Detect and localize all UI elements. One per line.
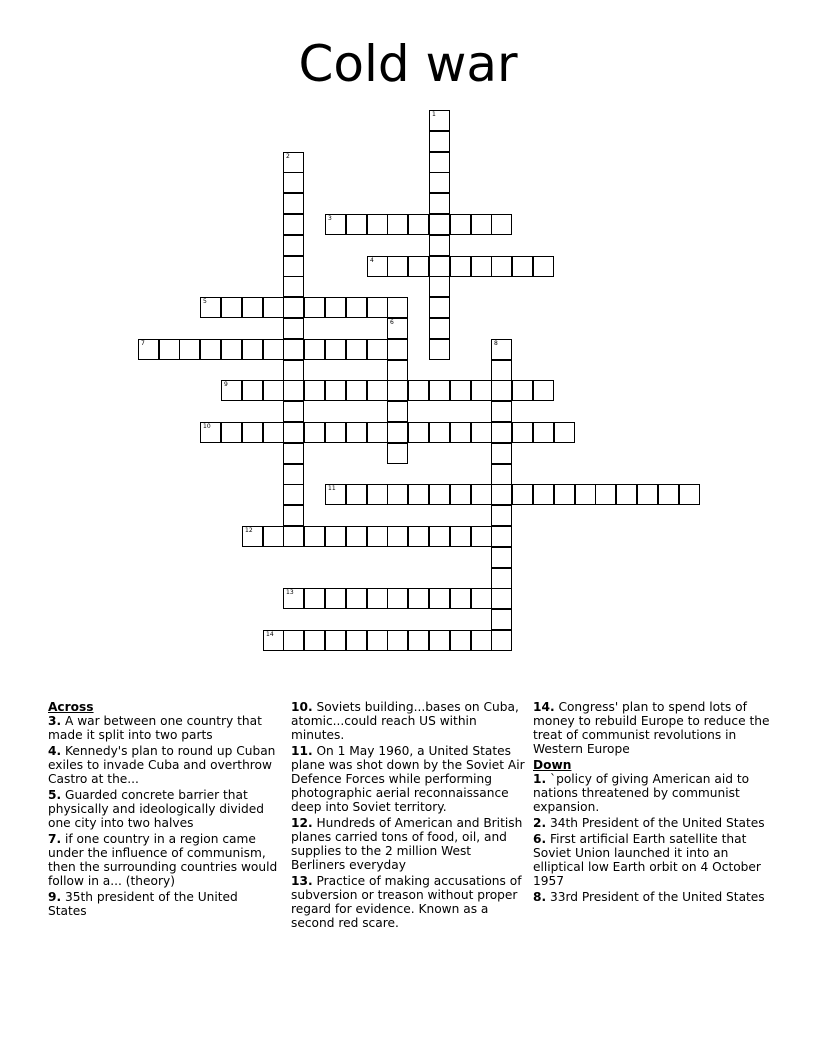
grid-cell[interactable] — [283, 297, 304, 318]
grid-cell[interactable] — [387, 339, 408, 360]
grid-cell[interactable] — [491, 339, 512, 360]
clue — [48, 788, 280, 830]
grid-cell[interactable] — [491, 526, 512, 547]
clue-number-label: 4. — [48, 744, 62, 758]
grid-cell[interactable] — [450, 526, 471, 547]
grid-cell[interactable] — [429, 172, 450, 193]
clue-number: 4 — [370, 257, 374, 264]
grid-cell[interactable] — [554, 484, 575, 505]
grid-cell[interactable] — [263, 297, 284, 318]
grid-cell[interactable] — [138, 339, 159, 360]
clue-text: if one country in a region came under the influence of communism, then the surrounding countries would follow in a... (theory) — [48, 832, 278, 888]
clue-number: 9 — [224, 381, 228, 388]
grid-cell[interactable] — [595, 484, 616, 505]
grid-cell[interactable] — [367, 588, 388, 609]
grid-cell[interactable] — [325, 214, 346, 235]
grid-cell[interactable] — [283, 256, 304, 277]
grid-cell[interactable] — [533, 256, 554, 277]
clue-number: 8 — [494, 340, 498, 347]
grid-cell[interactable] — [159, 339, 180, 360]
grid-cell[interactable] — [450, 256, 471, 277]
clue-number-label: 13. — [291, 874, 313, 888]
clue-number-label: 11. — [291, 744, 313, 758]
clue — [48, 832, 280, 888]
grid-cell[interactable] — [491, 360, 512, 381]
grid-cell[interactable] — [429, 526, 450, 547]
grid-cell[interactable] — [679, 484, 700, 505]
grid-cell[interactable] — [575, 484, 596, 505]
grid-cell[interactable] — [325, 380, 346, 401]
clue-text: `policy of giving American aid to nations threatened by communist expansion. — [533, 772, 750, 814]
grid-cell[interactable] — [429, 276, 450, 297]
grid-cell[interactable] — [387, 526, 408, 547]
grid-cell[interactable] — [325, 422, 346, 443]
grid-cell[interactable] — [325, 588, 346, 609]
grid-cell[interactable] — [325, 526, 346, 547]
clue — [291, 700, 527, 742]
grid-cell[interactable] — [283, 360, 304, 381]
grid-cell[interactable] — [367, 214, 388, 235]
grid-cell[interactable] — [491, 588, 512, 609]
grid-cell[interactable] — [221, 339, 242, 360]
clue-number-label: 6. — [533, 832, 547, 846]
grid-cell[interactable] — [283, 235, 304, 256]
grid-cell[interactable] — [283, 630, 304, 651]
grid-cell[interactable] — [367, 256, 388, 277]
clue-section-heading: Across — [48, 700, 94, 714]
grid-cell[interactable] — [491, 609, 512, 630]
grid-cell[interactable] — [346, 422, 367, 443]
clue — [533, 772, 773, 814]
grid-cell[interactable] — [408, 256, 429, 277]
grid-cell[interactable] — [450, 484, 471, 505]
grid-cell[interactable] — [221, 297, 242, 318]
clue-number: 7 — [141, 340, 145, 347]
grid-cell[interactable] — [325, 297, 346, 318]
grid-cell[interactable] — [429, 193, 450, 214]
grid-cell[interactable] — [304, 297, 325, 318]
grid-cell[interactable] — [429, 214, 450, 235]
grid-cell[interactable] — [471, 380, 492, 401]
grid-cell[interactable] — [304, 339, 325, 360]
grid-cell[interactable] — [283, 339, 304, 360]
grid-cell[interactable] — [304, 526, 325, 547]
grid-cell[interactable] — [408, 380, 429, 401]
grid-cell[interactable] — [200, 422, 221, 443]
grid-cell[interactable] — [429, 235, 450, 256]
clue-number-label: 1. — [533, 772, 547, 786]
grid-cell[interactable] — [304, 588, 325, 609]
grid-cell[interactable] — [242, 339, 263, 360]
grid-cell[interactable] — [429, 152, 450, 173]
grid-cell[interactable] — [616, 484, 637, 505]
grid-cell[interactable] — [450, 214, 471, 235]
clue — [291, 744, 527, 814]
grid-cell[interactable] — [429, 297, 450, 318]
grid-cell[interactable] — [471, 214, 492, 235]
grid-cell[interactable] — [221, 380, 242, 401]
clue-number: 10 — [203, 423, 211, 430]
grid-cell[interactable] — [346, 339, 367, 360]
grid-cell[interactable] — [408, 588, 429, 609]
grid-cell[interactable] — [491, 568, 512, 589]
clue-number-label: 7. — [48, 832, 62, 846]
grid-cell[interactable] — [408, 484, 429, 505]
grid-cell[interactable] — [387, 318, 408, 339]
grid-cell[interactable] — [387, 380, 408, 401]
clue-number: 11 — [328, 485, 336, 492]
grid-cell[interactable] — [283, 152, 304, 173]
grid-cell[interactable] — [283, 276, 304, 297]
clue — [48, 890, 280, 918]
grid-cell[interactable] — [491, 505, 512, 526]
grid-cell[interactable] — [658, 484, 679, 505]
clue-text: Practice of making accusations of subversion or treason without proper regard for evidence. Known as a second red scare. — [291, 874, 522, 930]
page-title: Cold war — [298, 35, 518, 93]
grid-cell[interactable] — [221, 422, 242, 443]
grid-cell[interactable] — [304, 380, 325, 401]
grid-cell[interactable] — [283, 422, 304, 443]
clue-text: On 1 May 1960, a United States plane was shot down by the Soviet Air Defence Forces while performing photographic aerial reconnaissance deep into Soviet territory. — [291, 744, 525, 814]
grid-cell[interactable] — [554, 422, 575, 443]
grid-cell[interactable] — [512, 380, 533, 401]
clue-number: 12 — [245, 527, 253, 534]
grid-cell[interactable] — [429, 630, 450, 651]
grid-cell[interactable] — [512, 256, 533, 277]
grid-cell[interactable] — [429, 484, 450, 505]
grid-cell[interactable] — [283, 588, 304, 609]
grid-cell[interactable] — [346, 484, 367, 505]
grid-cell[interactable] — [491, 484, 512, 505]
grid-cell[interactable] — [491, 422, 512, 443]
clue-number: 13 — [286, 589, 294, 596]
grid-cell[interactable] — [491, 464, 512, 485]
grid-cell[interactable] — [408, 422, 429, 443]
clue-number-label: 5. — [48, 788, 62, 802]
clue-text: Soviets building...bases on Cuba, atomic...could reach US within minutes. — [291, 700, 519, 742]
clue — [533, 816, 773, 830]
grid-cell[interactable] — [471, 630, 492, 651]
grid-cell[interactable] — [200, 297, 221, 318]
grid-cell[interactable] — [263, 526, 284, 547]
clue — [533, 832, 773, 888]
grid-cell[interactable] — [387, 484, 408, 505]
grid-cell[interactable] — [533, 422, 554, 443]
grid-cell[interactable] — [367, 630, 388, 651]
grid-cell[interactable] — [346, 630, 367, 651]
clue-number: 1 — [432, 111, 436, 118]
grid-cell[interactable] — [263, 422, 284, 443]
clue-text: 34th President of the United States — [546, 816, 765, 830]
grid-cell[interactable] — [283, 214, 304, 235]
grid-cell[interactable] — [512, 422, 533, 443]
grid-cell[interactable] — [242, 422, 263, 443]
grid-cell[interactable] — [450, 380, 471, 401]
clue — [48, 714, 280, 742]
clue-number-label: 3. — [48, 714, 62, 728]
grid-cell[interactable] — [429, 339, 450, 360]
grid-cell[interactable] — [283, 526, 304, 547]
grid-cell[interactable] — [346, 297, 367, 318]
clue — [48, 744, 280, 786]
grid-cell[interactable] — [387, 256, 408, 277]
grid-cell[interactable] — [263, 339, 284, 360]
grid-cell[interactable] — [533, 484, 554, 505]
grid-cell[interactable] — [450, 630, 471, 651]
grid-cell[interactable] — [429, 131, 450, 152]
grid-cell[interactable] — [283, 318, 304, 339]
grid-cell[interactable] — [450, 422, 471, 443]
clue-text: Hundreds of American and British planes carried tons of food, oil, and supplies to the 2 million West Berliners everyday — [291, 816, 523, 872]
clue-number: 2 — [286, 153, 290, 160]
grid-cell[interactable] — [387, 401, 408, 422]
clue-number-label: 9. — [48, 890, 62, 904]
clue-text: Guarded concrete barrier that physically and ideologically divided one city into two halves — [48, 788, 265, 830]
clues-column-1 — [48, 700, 280, 920]
clue-number-label: 8. — [533, 890, 547, 904]
grid-cell[interactable] — [429, 588, 450, 609]
grid-cell[interactable] — [346, 588, 367, 609]
clue-section-heading: Down — [533, 758, 572, 772]
grid-cell[interactable] — [512, 484, 533, 505]
grid-cell[interactable] — [325, 339, 346, 360]
grid-cell[interactable] — [200, 339, 221, 360]
clue-text: First artificial Earth satellite that Soviet Union launched it into an elliptical low Earth orbit on 4 October 1957 — [533, 832, 761, 888]
grid-cell[interactable] — [346, 526, 367, 547]
grid-cell[interactable] — [471, 526, 492, 547]
grid-cell[interactable] — [429, 318, 450, 339]
grid-cell[interactable] — [491, 214, 512, 235]
grid-cell[interactable] — [283, 484, 304, 505]
grid-cell[interactable] — [387, 630, 408, 651]
clue — [533, 890, 773, 904]
grid-cell[interactable] — [491, 547, 512, 568]
grid-cell[interactable] — [387, 360, 408, 381]
clue-number-label: 14. — [533, 700, 555, 714]
clue-text: 33rd President of the United States — [546, 890, 765, 904]
clue-number-label: 12. — [291, 816, 313, 830]
grid-cell[interactable] — [533, 380, 554, 401]
grid-cell[interactable] — [491, 256, 512, 277]
grid-cell[interactable] — [429, 256, 450, 277]
grid-cell[interactable] — [283, 193, 304, 214]
grid-cell[interactable] — [367, 422, 388, 443]
grid-cell[interactable] — [283, 401, 304, 422]
grid-cell[interactable] — [346, 380, 367, 401]
grid-cell[interactable] — [367, 484, 388, 505]
clues-column-3 — [533, 700, 773, 906]
grid-cell[interactable] — [491, 443, 512, 464]
grid-cell[interactable] — [179, 339, 200, 360]
grid-cell[interactable] — [242, 297, 263, 318]
grid-cell[interactable] — [346, 214, 367, 235]
grid-cell[interactable] — [283, 443, 304, 464]
grid-cell[interactable] — [429, 110, 450, 131]
grid-cell[interactable] — [283, 505, 304, 526]
grid-cell[interactable] — [325, 630, 346, 651]
clue-text: 35th president of the United States — [48, 890, 238, 918]
grid-cell[interactable] — [367, 297, 388, 318]
grid-cell[interactable] — [429, 380, 450, 401]
grid-cell[interactable] — [242, 526, 263, 547]
grid-cell[interactable] — [283, 380, 304, 401]
grid-cell[interactable] — [450, 588, 471, 609]
grid-cell[interactable] — [283, 464, 304, 485]
grid-cell[interactable] — [471, 256, 492, 277]
grid-cell[interactable] — [387, 297, 408, 318]
clue-number: 5 — [203, 298, 207, 305]
grid-cell[interactable] — [283, 172, 304, 193]
clue — [291, 874, 527, 930]
clue — [533, 700, 773, 756]
clue-text: A war between one country that made it split into two parts — [48, 714, 262, 742]
grid-cell[interactable] — [471, 422, 492, 443]
grid-cell[interactable] — [367, 339, 388, 360]
grid-cell[interactable] — [408, 630, 429, 651]
grid-cell[interactable] — [304, 422, 325, 443]
grid-cell[interactable] — [429, 422, 450, 443]
clue-number-label: 10. — [291, 700, 313, 714]
grid-cell[interactable] — [637, 484, 658, 505]
grid-cell[interactable] — [304, 630, 325, 651]
grid-cell[interactable] — [491, 630, 512, 651]
grid-cell[interactable] — [491, 401, 512, 422]
grid-cell[interactable] — [263, 630, 284, 651]
clue-number: 6 — [390, 319, 394, 326]
clue-text: Kennedy's plan to round up Cuban exiles to invade Cuba and overthrow Castro at the... — [48, 744, 276, 786]
grid-cell[interactable] — [367, 526, 388, 547]
grid-cell[interactable] — [367, 380, 388, 401]
clue-number-label: 2. — [533, 816, 547, 830]
grid-cell[interactable] — [387, 214, 408, 235]
clue-number: 3 — [328, 215, 332, 222]
clue-text: Congress' plan to spend lots of money to rebuild Europe to reduce the treat of communist revolutions in Western Europe — [533, 700, 770, 756]
grid-cell[interactable] — [491, 380, 512, 401]
grid-cell[interactable] — [471, 588, 492, 609]
grid-cell[interactable] — [263, 380, 284, 401]
grid-cell[interactable] — [387, 422, 408, 443]
grid-cell[interactable] — [242, 380, 263, 401]
clue-number: 14 — [266, 631, 274, 638]
clues-column-2 — [291, 700, 527, 932]
clue — [291, 816, 527, 872]
grid-cell[interactable] — [325, 484, 346, 505]
grid-cell[interactable] — [408, 526, 429, 547]
grid-cell[interactable] — [387, 443, 408, 464]
grid-cell[interactable] — [408, 214, 429, 235]
grid-cell[interactable] — [387, 588, 408, 609]
grid-cell[interactable] — [471, 484, 492, 505]
